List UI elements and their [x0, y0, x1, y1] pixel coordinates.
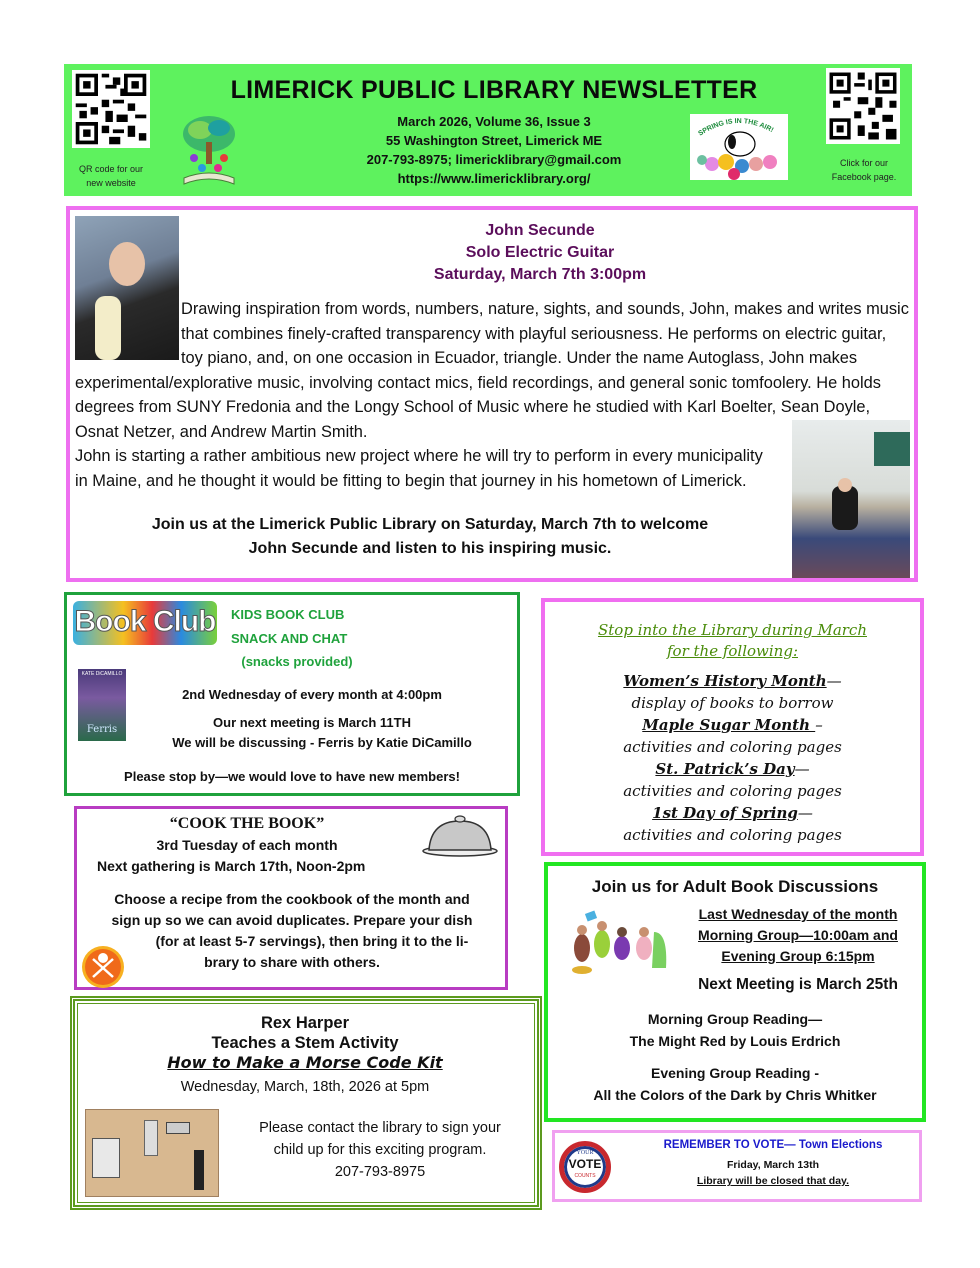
evening-reading-label: Evening Group Reading -	[650, 1065, 819, 1081]
display-title: Women’s History Month	[623, 672, 827, 690]
cook-schedule: 3rd Tuesday of each month	[156, 837, 338, 853]
logo-text: Book Club	[74, 605, 216, 638]
club-invite: Please stop by—we would love to have new members!	[124, 769, 460, 784]
qr-code-icon	[826, 68, 900, 144]
instructor-name: Rex Harper	[260, 1014, 350, 1032]
heading-line: for the following:	[666, 642, 798, 660]
caption-line: Click for our	[839, 158, 888, 168]
issue-line: March 2026, Volume 36, Issue 3	[397, 114, 591, 129]
website-link[interactable]: https://www.limericklibrary.org/	[397, 171, 591, 186]
march-displays	[541, 598, 924, 856]
activity-date: Wednesday, March, 18th, 2026 at 5pm	[180, 1079, 430, 1095]
facebook-qr-code[interactable]	[826, 68, 900, 144]
desc-line: brary to share with others.	[204, 954, 380, 970]
signup-info	[235, 1117, 525, 1183]
displays-list	[555, 670, 910, 846]
address-line: 55 Washington Street, Limerick ME	[385, 133, 603, 148]
caption-line: Facebook page.	[831, 172, 897, 182]
dash: –	[815, 716, 823, 734]
schedule-line: Last Wednesday of the month	[698, 906, 898, 922]
cta-line: Join us at the Limerick Public Library on Saturday, March 7th to welcome	[151, 516, 709, 533]
heading-line: (snacks provided)	[241, 654, 353, 669]
stem-heading	[135, 1013, 475, 1053]
activity-title: How to Make a Morse Code Kit	[167, 1053, 443, 1072]
badge-text: COUNTS	[574, 1173, 596, 1179]
cook-the-book	[74, 806, 508, 990]
closure-notice: Library will be closed that day.	[696, 1175, 850, 1187]
newsletter-header	[64, 64, 912, 196]
heading-line: KIDS BOOK CLUB	[231, 607, 345, 622]
cover-title: Ferris	[86, 724, 118, 735]
library-phone: 207-793-8975	[334, 1164, 426, 1180]
display-desc: display of books to borrow	[631, 694, 834, 712]
badge-text: VOTE	[568, 1157, 602, 1171]
spacer	[548, 1052, 922, 1062]
vote-heading: REMEMBER TO VOTE— Town Elections	[663, 1139, 883, 1151]
election-date: Friday, March 13th	[727, 1159, 819, 1171]
displays-heading	[555, 620, 910, 662]
heading-line: SNACK AND CHAT	[231, 630, 348, 646]
reading-group-illustration-icon	[568, 908, 676, 978]
display-item	[555, 714, 910, 736]
qr-code-icon	[72, 70, 150, 148]
cta-line: John Secunde and listen to his inspiring music.	[248, 540, 612, 557]
adult-next-meeting: Next Meeting is March 25th	[698, 976, 898, 993]
evening-book: All the Colors of the Dark by Chris Whitker	[593, 1087, 877, 1103]
display-item	[555, 758, 910, 780]
john-secunde-event	[66, 206, 918, 582]
contact-line: 207-793-8975; limericklibrary@gmail.com	[366, 152, 622, 167]
event-description	[75, 297, 909, 493]
chef-utensils-icon	[81, 945, 125, 989]
snoopy-flowers-icon	[690, 114, 788, 180]
display-desc: activities and coloring pages	[623, 826, 842, 844]
your-vote-counts-badge	[559, 1141, 611, 1193]
display-item	[555, 802, 910, 824]
contact-line: Please contact the library to sign your	[259, 1120, 501, 1136]
dash: —	[794, 760, 810, 778]
dash: —	[826, 672, 842, 690]
contact-line: child up for this exciting program.	[273, 1142, 487, 1158]
spring-banner-text: SPRING IS IN THE AIR!	[697, 117, 775, 138]
john-secunde-performing-photo	[792, 420, 910, 578]
next-meeting: Our next meeting is March 11TH	[213, 715, 411, 730]
newsletter-title: LIMERICK PUBLIC LIBRARY NEWSLETTER	[230, 76, 758, 104]
badge-text: YOUR	[576, 1150, 594, 1156]
library-tree-logo-icon	[176, 112, 242, 190]
dash: —	[797, 804, 813, 822]
display-title: Maple Sugar Month	[642, 716, 816, 734]
activity-type: Teaches a Stem Activity	[211, 1034, 399, 1052]
morning-book: The Might Red by Louis Erdrich	[629, 1033, 841, 1049]
desc-line: sign up so we can avoid duplicates. Prepare your dish	[111, 912, 473, 928]
newsletter-info	[314, 112, 674, 188]
spring-snoopy-image	[690, 114, 788, 180]
performance-type: Solo Electric Guitar	[465, 244, 615, 261]
rex-harper-stem-activity	[70, 996, 542, 1210]
cook-title: “COOK THE BOOK”	[169, 815, 325, 832]
book-club-logo	[73, 601, 217, 645]
cover-author: KATE DiCAMILLO	[81, 671, 123, 677]
event-date: Saturday, March 7th 3:00pm	[433, 266, 647, 283]
facebook-qr-caption[interactable]	[812, 156, 916, 184]
display-desc: activities and coloring pages	[623, 782, 842, 800]
display-desc: activities and coloring pages	[623, 738, 842, 756]
caption-line: QR code for our	[78, 164, 144, 174]
website-qr-caption	[64, 162, 158, 190]
heading-line: Stop into the Library during March	[597, 621, 867, 639]
kids-club-heading	[217, 603, 377, 674]
caption-line: new website	[86, 178, 136, 188]
desc-line: Choose a recipe from the cookbook of the month and	[114, 891, 470, 907]
event-call-to-action	[110, 513, 750, 561]
morning-reading-label: Morning Group Reading—	[647, 1011, 823, 1027]
adult-discussion-title: Join us for Adult Book Discussions	[591, 877, 879, 896]
display-title: 1st Day of Spring	[652, 804, 798, 822]
ferris-book-cover	[78, 669, 126, 741]
schedule-line: Evening Group 6:15pm	[721, 948, 875, 964]
vote-reminder	[552, 1130, 922, 1202]
club-schedule: 2nd Wednesday of every month at 4:00pm	[182, 687, 442, 702]
adult-schedule	[682, 904, 914, 967]
bio-paragraph: Drawing inspiration from words, numbers, nature, sights, and sounds, John, makes and writes music that combines finely-crafted transparency with playful seriousness. He performs on electric guitar, toy piano, and, on one occasion in Ecuador, triangle. Under the name Autoglass, John makes experimental/explorative music, involving contact mics, field recordings, and general sonic tomfoolery. He holds degrees from SUNY Fredonia and the Longy School of Music where he studied with Karl Boelter, Sean Doyle, Osnat Netzer, and Andrew Martin Smith.	[75, 300, 909, 441]
adult-book-discussions	[544, 862, 926, 1122]
event-title	[370, 220, 710, 286]
adult-reading-list	[548, 1008, 922, 1106]
cook-description	[87, 889, 497, 973]
performer-name: John Secunde	[485, 222, 595, 239]
current-book: We will be discussing - Ferris by Katie DiCamillo	[172, 735, 472, 750]
desc-line: (for at least 5-7 servings), then bring it to the li-	[155, 933, 469, 949]
serving-cloche-icon	[421, 813, 499, 857]
text-wrap-spacer	[75, 297, 181, 367]
schedule-line: Morning Group—10:00am and	[698, 927, 898, 943]
display-title: St. Patrick’s Day	[655, 760, 795, 778]
kids-book-club	[64, 592, 520, 796]
display-item	[555, 670, 910, 692]
cook-next-gathering: Next gathering is March 17th, Noon-2pm	[97, 858, 366, 874]
website-qr-code[interactable]	[72, 70, 150, 148]
project-paragraph: John is starting a rather ambitious new project where he will try to perform in every municipality in Maine, and he thought it would be fitting to begin that journey in his hometown of Limerick.	[75, 447, 763, 490]
morse-code-kit-photo	[85, 1109, 219, 1197]
